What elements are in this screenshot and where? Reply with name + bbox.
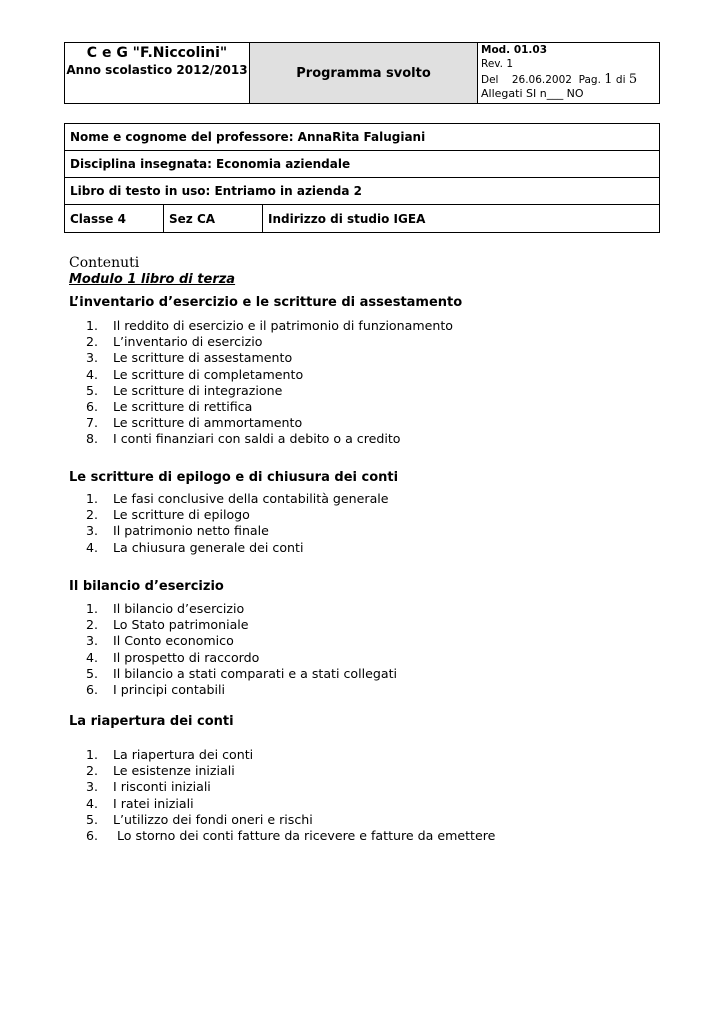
list-item: 2. Le esistenze iniziali [86, 763, 235, 779]
list-item: 6. I principi contabili [86, 682, 226, 698]
info-table [64, 123, 660, 233]
page-number: 1 [604, 72, 613, 87]
di-label: di [615, 74, 626, 86]
list-item: 4. Il prospetto di raccordo [86, 649, 260, 665]
contents-heading: Contenuti [69, 255, 140, 271]
textbook-row: Libro di testo in uso: Entriamo in azienda 2 [65, 178, 659, 205]
class-row [65, 205, 659, 232]
section-list [86, 747, 495, 844]
list-item: 2. L’inventario di esercizio [86, 334, 263, 350]
del-date: 26.06.2002 [511, 74, 572, 86]
list-item: 8. I conti finanziari con saldi a debito o a credito [86, 431, 401, 447]
list-item: 1. Il reddito di esercizio e il patrimonio di funzionamento [86, 318, 453, 333]
list-item: 1. Il bilancio d’esercizio [86, 601, 245, 616]
revision: Rev. 1 [481, 58, 514, 70]
professor-row: Nome e cognome del professore: AnnaRita Falugiani [65, 124, 659, 151]
school-name: C e G "F.Niccolini" [86, 45, 228, 61]
section-title: La riapertura dei conti [69, 714, 234, 729]
section-title: Le scritture di epilogo e di chiusura dei conti [69, 470, 399, 485]
list-item: 4. I ratei iniziali [86, 795, 194, 811]
list-item: 5. Il bilancio a stati comparati e a stati collegati [86, 665, 398, 681]
school-year: Anno scolastico 2012/2013 [66, 63, 248, 77]
document-title: Programma svolto [250, 43, 478, 103]
list-item: 2. Le scritture di epilogo [86, 507, 250, 523]
page-total: 5 [628, 72, 638, 87]
section-cell: Sez CA [164, 205, 263, 232]
class-cell: Classe 4 [65, 205, 164, 232]
allegati: Allegati SI n___ NO [481, 87, 584, 100]
list-item: 7. Le scritture di ammortamento [86, 415, 303, 431]
list-item: 6. Lo storno dei conti fatture da ricevere e fatture da emettere [86, 828, 496, 844]
list-item: 3. Le scritture di assestamento [86, 350, 293, 366]
date-page-line [481, 73, 659, 87]
school-cell [65, 43, 250, 103]
section-list [86, 601, 397, 698]
section-title: Il bilancio d’esercizio [69, 579, 224, 594]
section-title: L’inventario d’esercizio e le scritture di assestamento [69, 295, 463, 310]
document-meta [478, 43, 659, 103]
list-item: 2. Lo Stato patrimoniale [86, 617, 249, 633]
list-item: 1. La riapertura dei conti [86, 747, 254, 762]
list-item: 4. La chiusura generale dei conti [86, 539, 304, 555]
module-code: Mod. 01.03 [481, 44, 548, 56]
course-cell: Indirizzo di studio IGEA [268, 211, 426, 226]
list-item: 6. Le scritture di rettifica [86, 399, 253, 415]
list-item: 5. Le scritture di integrazione [86, 382, 283, 398]
list-item: 3. Il patrimonio netto finale [86, 523, 269, 539]
document-header [64, 42, 660, 104]
list-item: 5. L’utilizzo dei fondi oneri e rischi [86, 811, 313, 827]
module-heading: Modulo 1 libro di terza [69, 272, 236, 287]
section-list [86, 318, 453, 448]
section-list [86, 491, 389, 556]
discipline-row: Disciplina insegnata: Economia aziendale [65, 151, 659, 178]
del-label: Del [481, 74, 499, 86]
list-item: 4. Le scritture di completamento [86, 366, 304, 382]
list-item: 1. Le fasi conclusive della contabilità generale [86, 491, 389, 506]
list-item: 3. I risconti iniziali [86, 779, 211, 795]
list-item: 3. Il Conto economico [86, 633, 234, 649]
pag-label: Pag. [578, 74, 601, 86]
